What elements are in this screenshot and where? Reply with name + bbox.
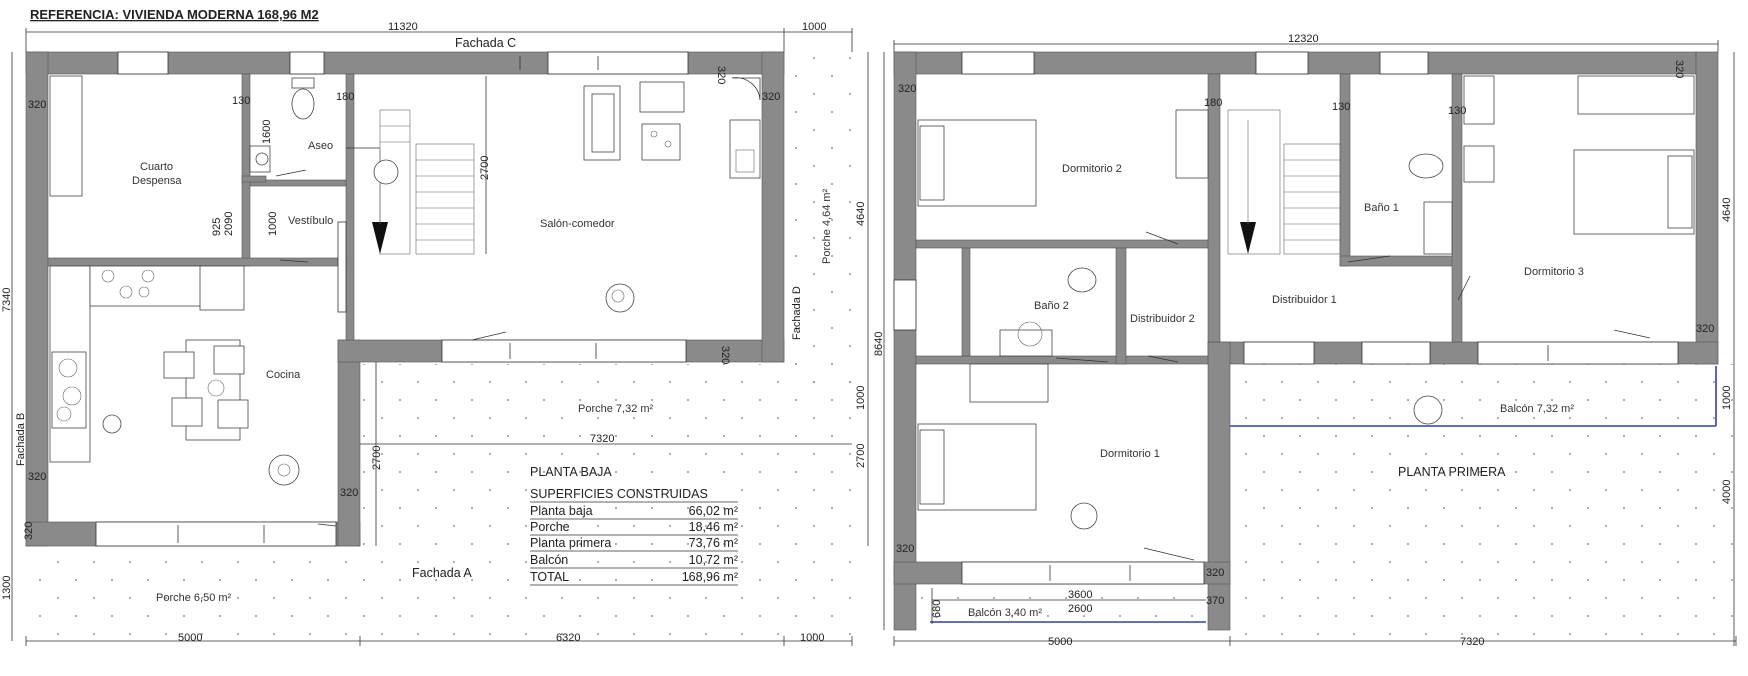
table-row-value: 73,76 m² — [688, 536, 738, 550]
dim-label: 680 — [931, 599, 943, 618]
table-row-value: 10,72 m² — [688, 553, 738, 567]
dim-label: 320 — [28, 471, 47, 483]
dim-label: 4640 — [855, 201, 867, 226]
window — [1256, 52, 1308, 74]
dim-label: 1300 — [1, 575, 13, 600]
wall — [346, 74, 354, 340]
window — [548, 52, 688, 74]
armchair — [640, 82, 684, 160]
reference-title: REFERENCIA: VIVIENDA MODERNA 168,96 M2 — [30, 7, 319, 22]
dim-label: 12320 — [1288, 33, 1319, 45]
dim-label: 1000 — [855, 385, 867, 410]
first-floor-plan — [873, 33, 1736, 648]
dim-label: 320 — [896, 543, 915, 555]
facade-b-label: Fachada B — [15, 412, 27, 466]
dim-label: 1000 — [802, 21, 827, 33]
dim-label: 4640 — [1721, 197, 1733, 222]
dim-label: 1000 — [1721, 385, 1733, 410]
dim-label: 320 — [340, 487, 359, 499]
dim-label: 130 — [1332, 101, 1351, 113]
dim-label: 925 — [211, 217, 223, 236]
table-row-label: Planta baja — [530, 504, 593, 518]
table-row-label: Balcón — [530, 553, 569, 567]
table-total-value: 168,96 m² — [681, 570, 738, 584]
room-label-toilet: Aseo — [308, 140, 334, 152]
dim-label: 2700 — [479, 155, 491, 180]
table-row-value: 18,46 m² — [688, 520, 738, 534]
dim-label: 180 — [1204, 97, 1223, 109]
room-label-storage-line2: Despensa — [132, 175, 182, 187]
dim-label: 5000 — [1048, 636, 1073, 648]
room-label-storage: Cuarto — [140, 161, 174, 173]
facade-c-label: Fachada C — [455, 36, 517, 50]
dim-label: 3600 — [1068, 589, 1093, 601]
dim-label: 7320 — [1460, 636, 1485, 648]
dim-label: 180 — [336, 91, 355, 103]
dim-label: 8640 — [873, 331, 885, 356]
dim-label: 130 — [232, 95, 251, 107]
table-row-label: Porche — [530, 520, 570, 534]
dim-label: 320 — [719, 346, 731, 365]
window — [894, 280, 916, 330]
sofa — [584, 86, 620, 160]
dim-label: 320 — [1206, 567, 1225, 579]
room-label-hall: Vestíbulo — [288, 215, 334, 227]
table-total-label: TOTAL — [530, 570, 570, 584]
room-label-kitchen: Cocina — [266, 369, 301, 381]
room-label-bath2: Baño 2 — [1034, 300, 1069, 312]
dim-label: 320 — [1696, 323, 1715, 335]
dim-label: 7340 — [1, 287, 13, 312]
wall — [242, 176, 266, 182]
balcony-area — [1232, 364, 1736, 646]
dining-table — [164, 340, 248, 440]
dim-label: 130 — [1448, 105, 1467, 117]
dim-label: 320 — [28, 99, 47, 111]
wall — [1208, 74, 1220, 342]
window — [442, 340, 686, 362]
room-label-bed3: Dormitorio 3 — [1524, 266, 1584, 278]
table-row-value: 66,02 m² — [688, 504, 738, 518]
wall — [48, 258, 346, 266]
room-label-bath1: Baño 1 — [1364, 202, 1399, 214]
wall — [1696, 52, 1718, 364]
wall — [1208, 342, 1230, 630]
window — [96, 522, 336, 546]
window — [1478, 342, 1678, 364]
wall — [338, 340, 360, 546]
facade-d-label: Fachada D — [791, 286, 803, 340]
window — [290, 52, 324, 74]
dim-label: 2700 — [371, 445, 383, 470]
wall — [916, 356, 1208, 364]
dim-label: 320 — [23, 521, 35, 540]
wall — [916, 240, 1208, 248]
staircase — [1228, 110, 1340, 254]
window — [1362, 342, 1430, 364]
window — [1380, 52, 1428, 74]
first-plan-label: PLANTA PRIMERA — [1398, 465, 1506, 479]
dim-label: 2600 — [1068, 603, 1093, 615]
ground-plan-label: PLANTA BAJA — [530, 465, 612, 479]
table-heading: SUPERFICIES CONSTRUIDAS — [530, 487, 708, 501]
window — [962, 562, 1204, 584]
dim-label: 320 — [898, 83, 917, 95]
room-label-bed2: Dormitorio 2 — [1062, 163, 1122, 175]
shelf — [50, 76, 82, 196]
bottom-porch-label: Porche 6,50 m² — [156, 592, 232, 604]
dim-label: 1000 — [267, 211, 279, 236]
wall — [962, 248, 970, 356]
dim-label: 320 — [1673, 60, 1685, 79]
room-label-dist2: Distribuidor 2 — [1130, 313, 1195, 325]
dim-label: 2700 — [855, 443, 867, 468]
table-row-label: Planta primera — [530, 536, 612, 550]
room-label-bed1: Dormitorio 1 — [1100, 448, 1160, 460]
window — [118, 52, 168, 74]
dim-label: 1600 — [261, 119, 273, 144]
dim-label: 7320 — [590, 433, 615, 445]
side-porch-label: Porche 4,64 m² — [821, 188, 833, 264]
dim-label: 11320 — [388, 21, 418, 33]
dim-label: 1000 — [800, 632, 825, 644]
dim-label: 2090 — [223, 211, 235, 236]
sink-icon — [250, 146, 270, 172]
room-label-living: Salón-comedor — [540, 218, 615, 230]
dim-label: 320 — [715, 66, 727, 85]
front-porch-label: Porche 7,32 m² — [578, 403, 654, 415]
window — [338, 222, 346, 312]
dim-label: 4000 — [1721, 479, 1733, 504]
dim-label: 5000 — [178, 632, 203, 644]
window — [962, 52, 1034, 74]
dim-label: 370 — [1206, 595, 1225, 607]
balcony-right-label: Balcón 7,32 m² — [1500, 403, 1574, 415]
window — [1244, 342, 1314, 364]
toilet-icon — [292, 78, 314, 119]
dim-label: 320 — [762, 91, 781, 103]
facade-a-label: Fachada A — [412, 566, 472, 580]
cabinet — [730, 78, 760, 178]
room-label-dist1: Distribuidor 1 — [1272, 294, 1337, 306]
wall — [1116, 248, 1126, 364]
balcony-bottom-label: Balcón 3,40 m² — [968, 607, 1042, 619]
dim-label: 6320 — [556, 632, 581, 644]
